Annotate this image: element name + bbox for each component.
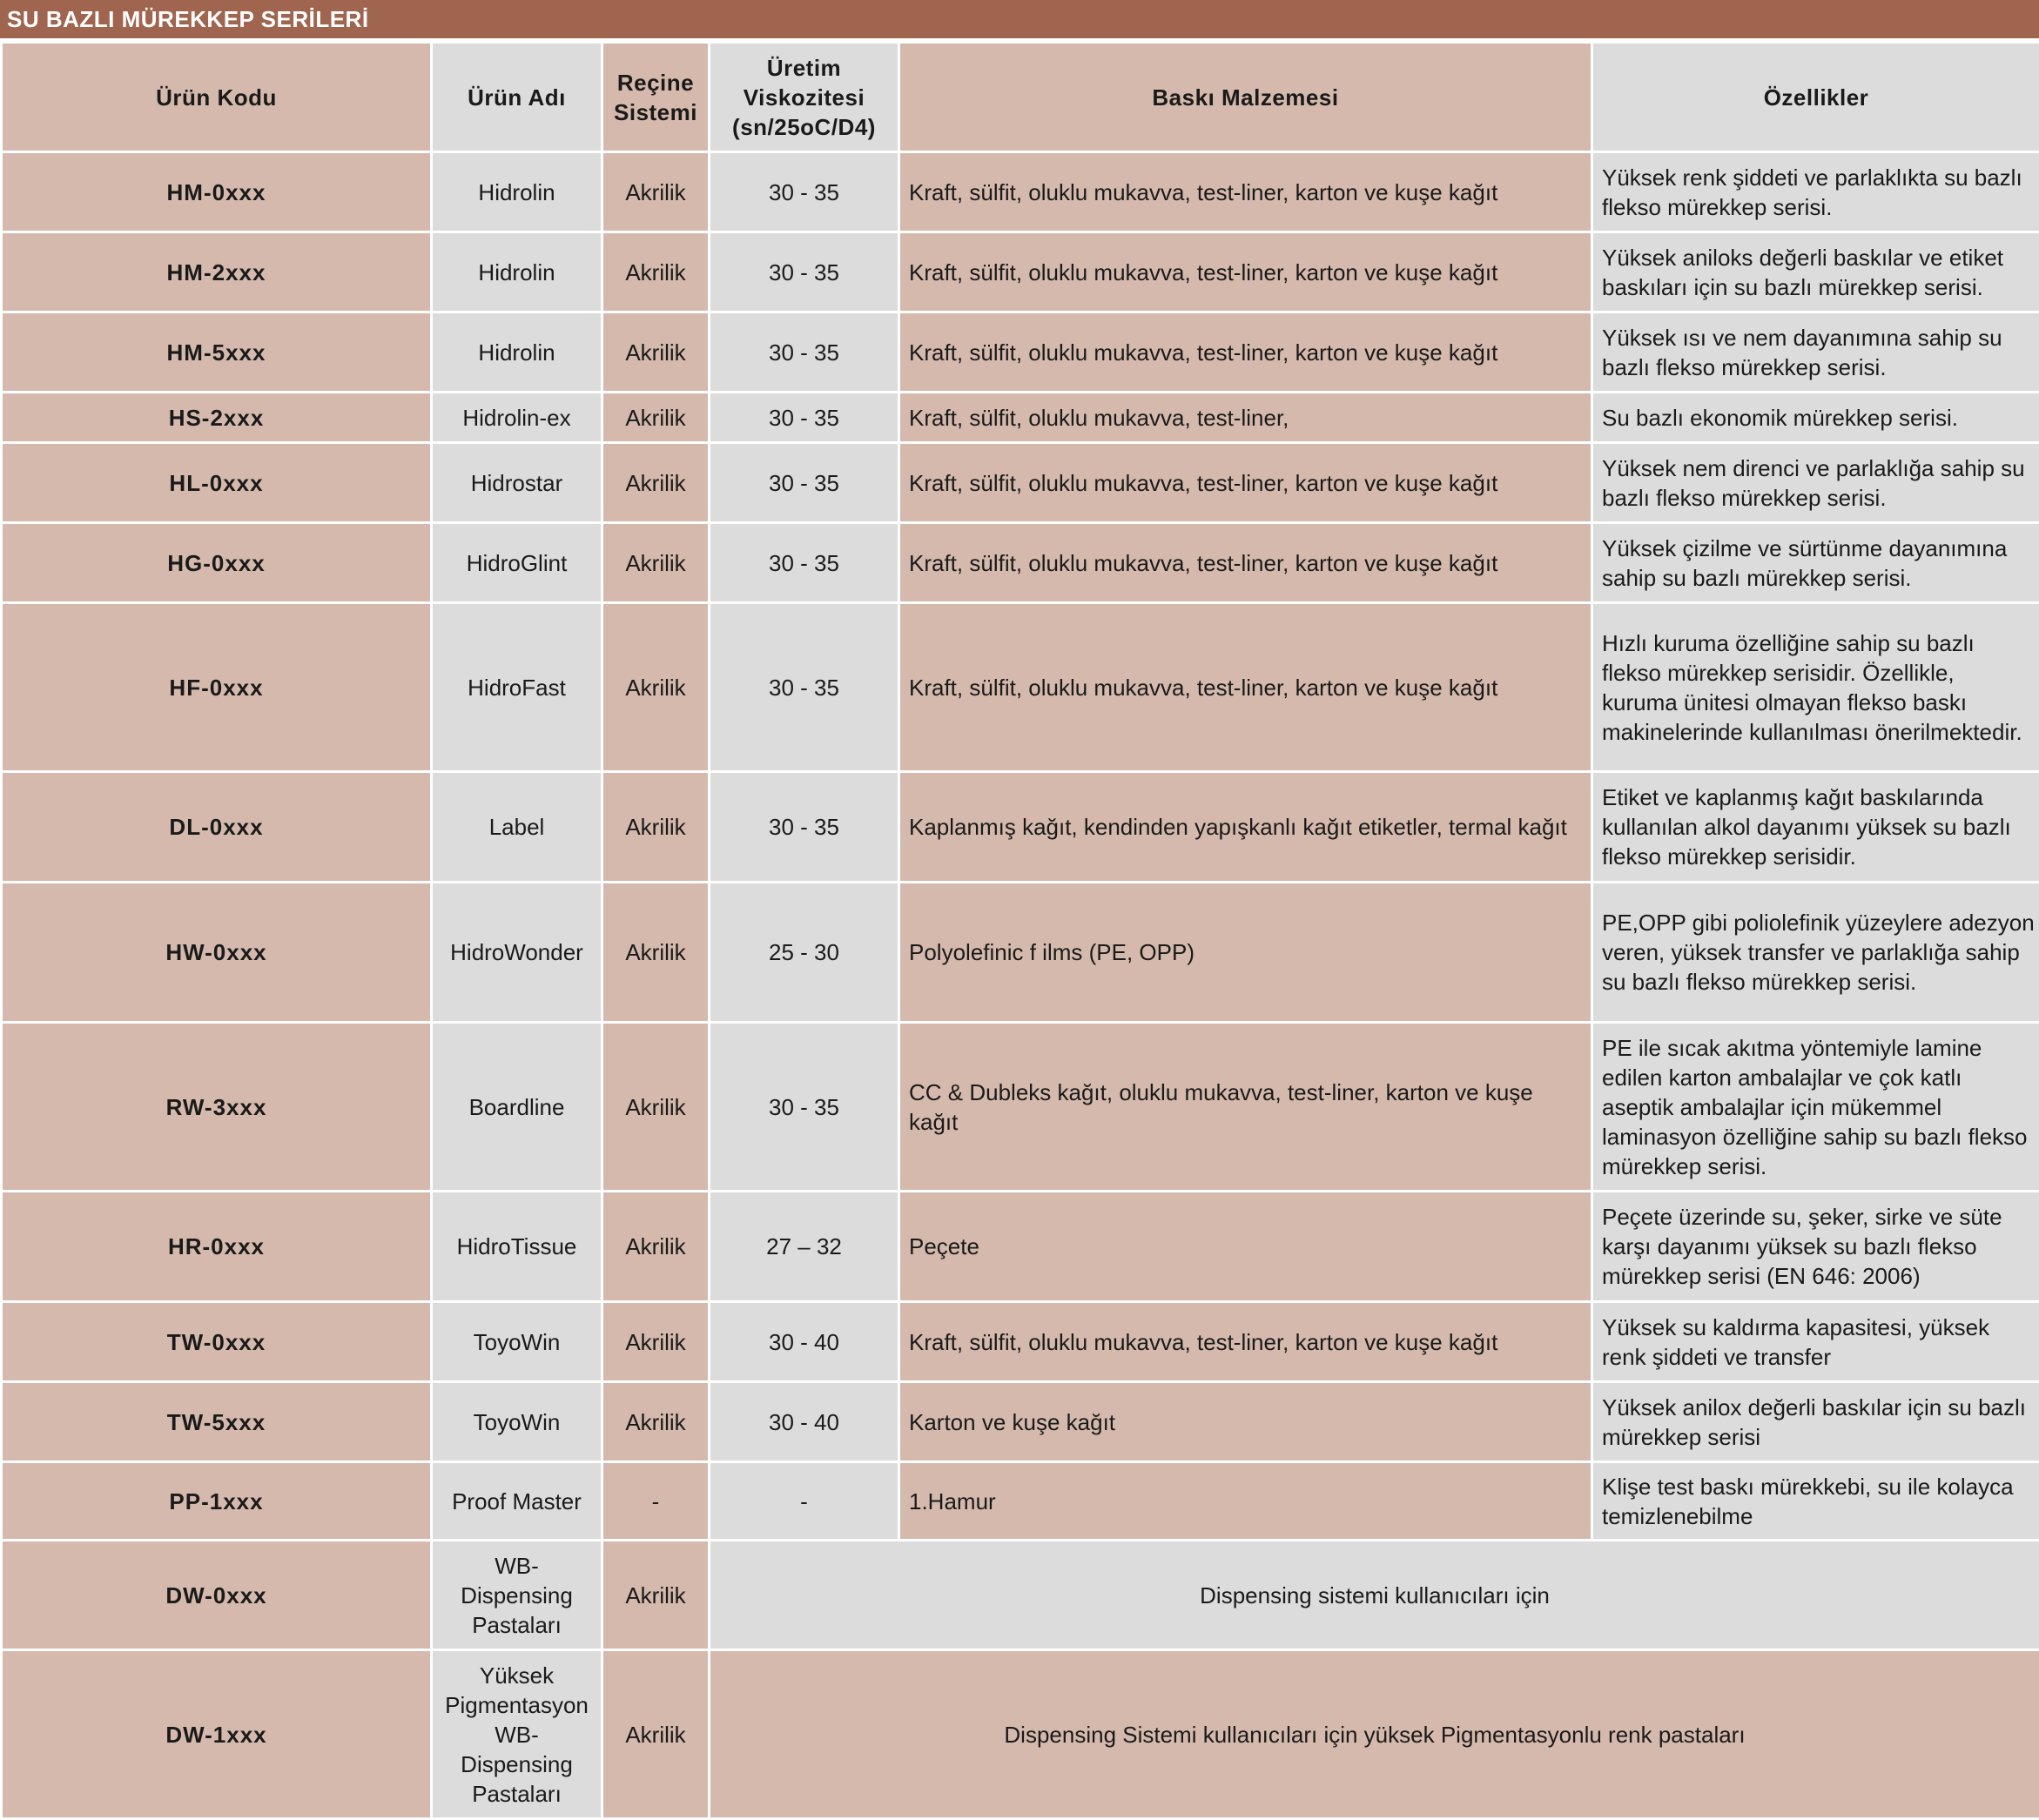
resin-system: Akrilik [602, 1302, 710, 1382]
merged-description: Dispensing Sistemi kullanıcıları için yüksek Pigmentasyonlu renk pastaları [710, 1650, 2039, 1819]
resin-system: Akrilik [602, 312, 710, 393]
features: Yüksek su kaldırma kapasitesi, yüksek renk şiddeti ve transfer [1592, 1302, 2039, 1382]
table-row [2, 883, 2039, 1023]
table-row [2, 603, 2039, 772]
features: Yüksek aniloks değerli baskılar ve etiket baskıları için su bazlı mürekkep serisi. [1592, 232, 2039, 312]
viscosity: 30 - 40 [710, 1302, 899, 1382]
features: Yüksek ısı ve nem dayanımına sahip su bazlı flekso mürekkep serisi. [1592, 312, 2039, 393]
viscosity: - [710, 1462, 899, 1541]
features: Klişe test baskı mürekkebi, su ile kolayca temizlenebilme [1592, 1462, 2039, 1541]
viscosity: 30 - 35 [710, 603, 899, 772]
product-code: TW-5xxx [2, 1382, 432, 1462]
resin-system: Akrilik [602, 883, 710, 1023]
viscosity: 27 – 32 [710, 1192, 899, 1302]
resin-system: Akrilik [602, 523, 710, 603]
product-name: Boardline [432, 1023, 602, 1192]
viscosity: 30 - 35 [710, 1023, 899, 1192]
product-name-line: Pastaları [434, 1779, 600, 1809]
table-row-merged [2, 1650, 2039, 1819]
table-row [2, 523, 2039, 603]
product-name-line: Pigmentasyon [434, 1690, 600, 1720]
product-name [432, 1541, 602, 1650]
product-name: Label [432, 772, 602, 883]
ink-series-table [0, 41, 2039, 1820]
product-name: Hidrolin [432, 232, 602, 312]
product-code: PP-1xxx [2, 1462, 432, 1541]
viscosity: 30 - 35 [710, 232, 899, 312]
resin-system: Akrilik [602, 772, 710, 883]
product-name: Hidrolin [432, 312, 602, 393]
product-name: ToyoWin [432, 1302, 602, 1382]
product-name: HidroWonder [432, 883, 602, 1023]
print-material: Kraft, sülfit, oluklu mukavva, test-liner, karton ve kuşe kağıt [899, 152, 1592, 232]
table-row [2, 232, 2039, 312]
table-row-merged [2, 1541, 2039, 1650]
product-code: HM-0xxx [2, 152, 432, 232]
product-name-line: Yüksek [434, 1661, 600, 1690]
product-code: HG-0xxx [2, 523, 432, 603]
resin-system: Akrilik [602, 443, 710, 523]
resin-system: Akrilik [602, 1650, 710, 1819]
product-name: Hidrolin [432, 152, 602, 232]
features: Hızlı kuruma özelliğine sahip su bazlı flekso mürekkep serisidir. Özellikle, kuruma ünitesi olmayan flekso baskı makinelerinde kullanılması önerilmektedir. [1592, 603, 2039, 772]
product-code: HL-0xxx [2, 443, 432, 523]
table-row [2, 772, 2039, 883]
viscosity: 30 - 35 [710, 312, 899, 393]
print-material: 1.Hamur [899, 1462, 1592, 1541]
table-row [2, 1302, 2039, 1382]
product-name-line: Dispensing [434, 1749, 600, 1779]
print-material: Kraft, sülfit, oluklu mukavva, test-liner, karton ve kuşe kağıt [899, 232, 1592, 312]
print-material: Karton ve kuşe kağıt [899, 1382, 1592, 1462]
resin-system: Akrilik [602, 1023, 710, 1192]
product-name: ToyoWin [432, 1382, 602, 1462]
viscosity: 30 - 35 [710, 523, 899, 603]
resin-system: Akrilik [602, 232, 710, 312]
header-material: Baskı Malzemesi [899, 43, 1592, 152]
product-code: HF-0xxx [2, 603, 432, 772]
header-viscosity: Üretim Viskozitesi (sn/25oC/D4) [710, 43, 899, 152]
product-code: TW-0xxx [2, 1302, 432, 1382]
product-name: Proof Master [432, 1462, 602, 1541]
viscosity: 30 - 35 [710, 443, 899, 523]
product-name-line: Dispensing [434, 1581, 600, 1610]
print-material: Polyolefinic f ilms (PE, OPP) [899, 883, 1592, 1023]
table-row [2, 152, 2039, 232]
product-name-line: WB- [434, 1551, 600, 1581]
product-name-line: Pastaları [434, 1610, 600, 1640]
resin-system: - [602, 1462, 710, 1541]
product-code: DW-1xxx [2, 1650, 432, 1819]
table-row [2, 393, 2039, 443]
table-row [2, 312, 2039, 393]
product-code: HR-0xxx [2, 1192, 432, 1302]
print-material: Kraft, sülfit, oluklu mukavva, test-liner, karton ve kuşe kağıt [899, 1302, 1592, 1382]
product-name: HidroFast [432, 603, 602, 772]
table-title: SU BAZLI MÜREKKEP SERİLERİ [0, 0, 2039, 38]
print-material: Kraft, sülfit, oluklu mukavva, test-liner, karton ve kuşe kağıt [899, 443, 1592, 523]
print-material: Kraft, sülfit, oluklu mukavva, test-liner, karton ve kuşe kağıt [899, 312, 1592, 393]
viscosity: 30 - 35 [710, 393, 899, 443]
table-row [2, 443, 2039, 523]
features: Etiket ve kaplanmış kağıt baskılarında kullanılan alkol dayanımı yüksek su bazlı flekso mürekkep serisidir. [1592, 772, 2039, 883]
product-name: HidroTissue [432, 1192, 602, 1302]
product-name: HidroGlint [432, 523, 602, 603]
header-row [2, 43, 2039, 152]
viscosity: 30 - 35 [710, 152, 899, 232]
features: PE ile sıcak akıtma yöntemiyle lamine edilen karton ambalajlar ve çok katlı aseptik ambalajlar için mükemmel laminasyon özelliğine sahip su bazlı flekso mürekkep serisi. [1592, 1023, 2039, 1192]
resin-system: Akrilik [602, 152, 710, 232]
product-name: Hidrolin-ex [432, 393, 602, 443]
merged-description: Dispensing sistemi kullanıcıları için [710, 1541, 2039, 1650]
header-name: Ürün Adı [432, 43, 602, 152]
viscosity: 30 - 40 [710, 1382, 899, 1462]
features: Yüksek anilox değerli baskılar için su bazlı mürekkep serisi [1592, 1382, 2039, 1462]
product-code: DL-0xxx [2, 772, 432, 883]
print-material: Peçete [899, 1192, 1592, 1302]
print-material: CC & Dubleks kağıt, oluklu mukavva, test-liner, karton ve kuşe kağıt [899, 1023, 1592, 1192]
features: Yüksek renk şiddeti ve parlaklıkta su bazlı flekso mürekkep serisi. [1592, 152, 2039, 232]
product-code: DW-0xxx [2, 1541, 432, 1650]
product-name-line: WB- [434, 1720, 600, 1749]
print-material: Kaplanmış kağıt, kendinden yapışkanlı kağıt etiketler, termal kağıt [899, 772, 1592, 883]
table-row [2, 1023, 2039, 1192]
table-row [2, 1462, 2039, 1541]
print-material: Kraft, sülfit, oluklu mukavva, test-liner, karton ve kuşe kağıt [899, 523, 1592, 603]
product-name: Hidrostar [432, 443, 602, 523]
resin-system: Akrilik [602, 393, 710, 443]
product-code: HW-0xxx [2, 883, 432, 1023]
product-name [432, 1650, 602, 1819]
table-row [2, 1192, 2039, 1302]
print-material: Kraft, sülfit, oluklu mukavva, test-liner, [899, 393, 1592, 443]
product-code: HM-5xxx [2, 312, 432, 393]
header-features: Özellikler [1592, 43, 2039, 152]
table-row [2, 1382, 2039, 1462]
resin-system: Akrilik [602, 1541, 710, 1650]
features: Yüksek çizilme ve sürtünme dayanımına sahip su bazlı mürekkep serisi. [1592, 523, 2039, 603]
features: Su bazlı ekonomik mürekkep serisi. [1592, 393, 2039, 443]
resin-system: Akrilik [602, 603, 710, 772]
viscosity: 30 - 35 [710, 772, 899, 883]
resin-system: Akrilik [602, 1192, 710, 1302]
header-resin: Reçine Sistemi [602, 43, 710, 152]
features: Yüksek nem direnci ve parlaklığa sahip su bazlı flekso mürekkep serisi. [1592, 443, 2039, 523]
features: PE,OPP gibi poliolefinik yüzeylere adezyon veren, yüksek transfer ve parlaklığa sahip su bazlı flekso mürekkep serisi. [1592, 883, 2039, 1023]
features: Peçete üzerinde su, şeker, sirke ve süte karşı dayanımı yüksek su bazlı flekso mürekkep serisi (EN 646: 2006) [1592, 1192, 2039, 1302]
product-code: RW-3xxx [2, 1023, 432, 1192]
print-material: Kraft, sülfit, oluklu mukavva, test-liner, karton ve kuşe kağıt [899, 603, 1592, 772]
header-code: Ürün Kodu [2, 43, 432, 152]
viscosity: 25 - 30 [710, 883, 899, 1023]
product-code: HM-2xxx [2, 232, 432, 312]
resin-system: Akrilik [602, 1382, 710, 1462]
product-code: HS-2xxx [2, 393, 432, 443]
